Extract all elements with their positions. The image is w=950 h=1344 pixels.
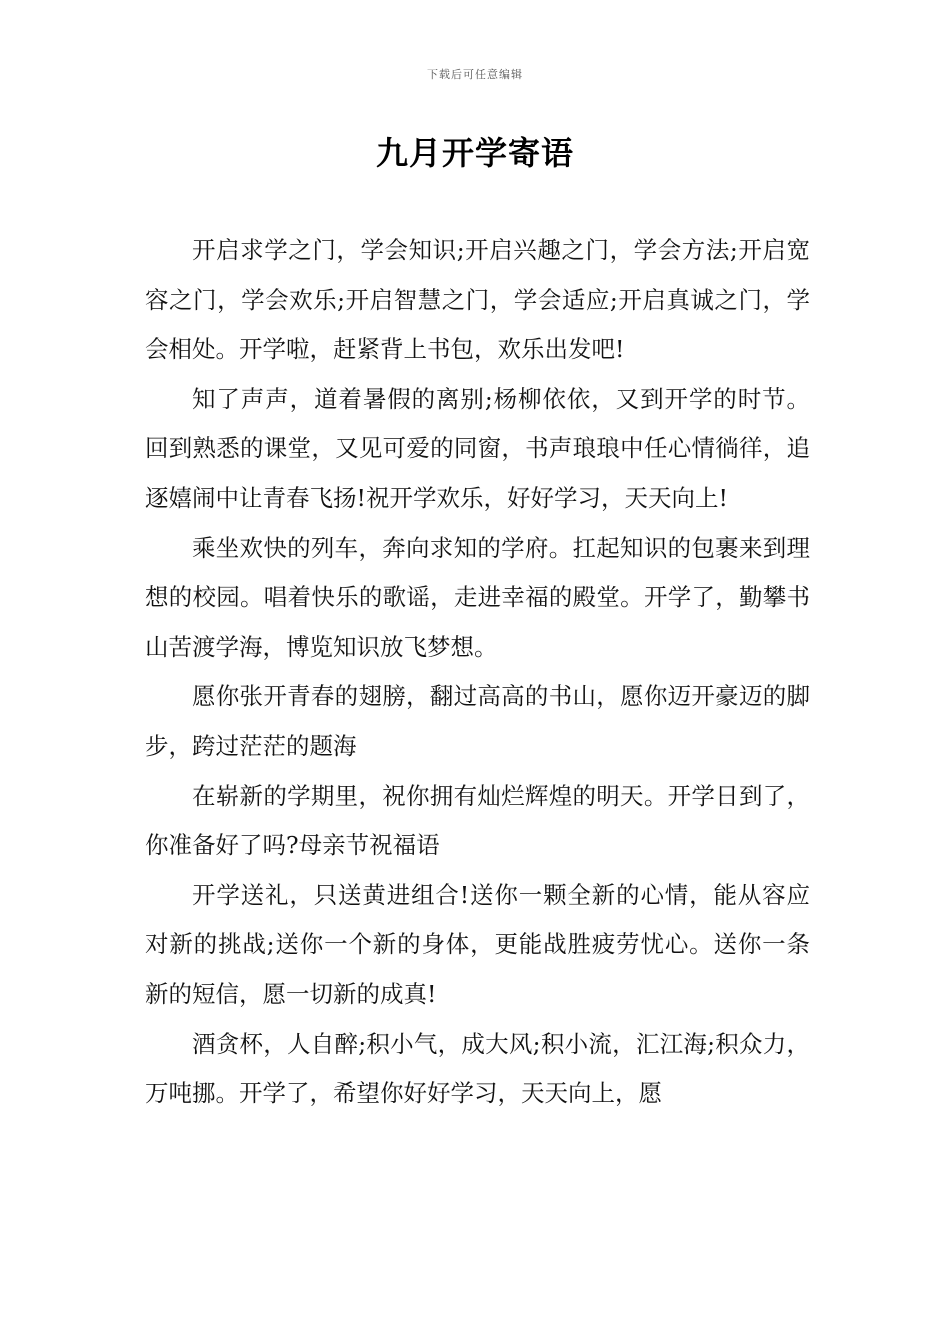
paragraph-6: 开学送礼，只送黄进组合!送你一颗全新的心情，能从容应对新的挑战;送你一个新的身体，更能战胜疲劳忧心。送你一条新的短信，愿一切新的成真! [145,880,810,1008]
paragraph-7: 酒贪杯，人自醉;积小气，成大风;积小流，汇江海;积众力，万吨挪。开学了，希望你好好学习，天天向上，愿 [145,1029,810,1108]
document-title: 九月开学寄语 [375,134,574,172]
paragraph-4: 愿你张开青春的翅膀，翻过高高的书山，愿你迈开豪迈的脚步，跨过茫茫的题海 [145,682,810,760]
paragraph-5: 在崭新的学期里，祝你拥有灿烂辉煌的明天。开学日到了，你准备好了吗?母亲节祝福语 [145,781,810,860]
paragraph-2: 知了声声，道着暑假的离别;杨柳依依，又到开学的时节。回到熟悉的课堂，又见可爱的同窗，书声琅琅中任心情徜徉，追逐嬉闹中让青春飞扬!祝开学欢乐，好好学习，天天向上! [145,384,810,512]
document-body [145,226,810,1119]
paragraph-1: 开启求学之门，学会知识;开启兴趣之门，学会方法;开启宽容之门，学会欢乐;开启智慧之门，学会适应;开启真诚之门，学会相处。开学啦，赶紧背上书包，欢乐出发吧! [145,236,810,364]
paragraph-3: 乘坐欢快的列车，奔向求知的学府。扛起知识的包裹来到理想的校园。唱着快乐的歌谣，走进幸福的殿堂。开学了，勤攀书山苦渡学海，博览知识放飞梦想。 [145,533,810,661]
header-note: 下载后可任意编辑 [427,68,523,81]
